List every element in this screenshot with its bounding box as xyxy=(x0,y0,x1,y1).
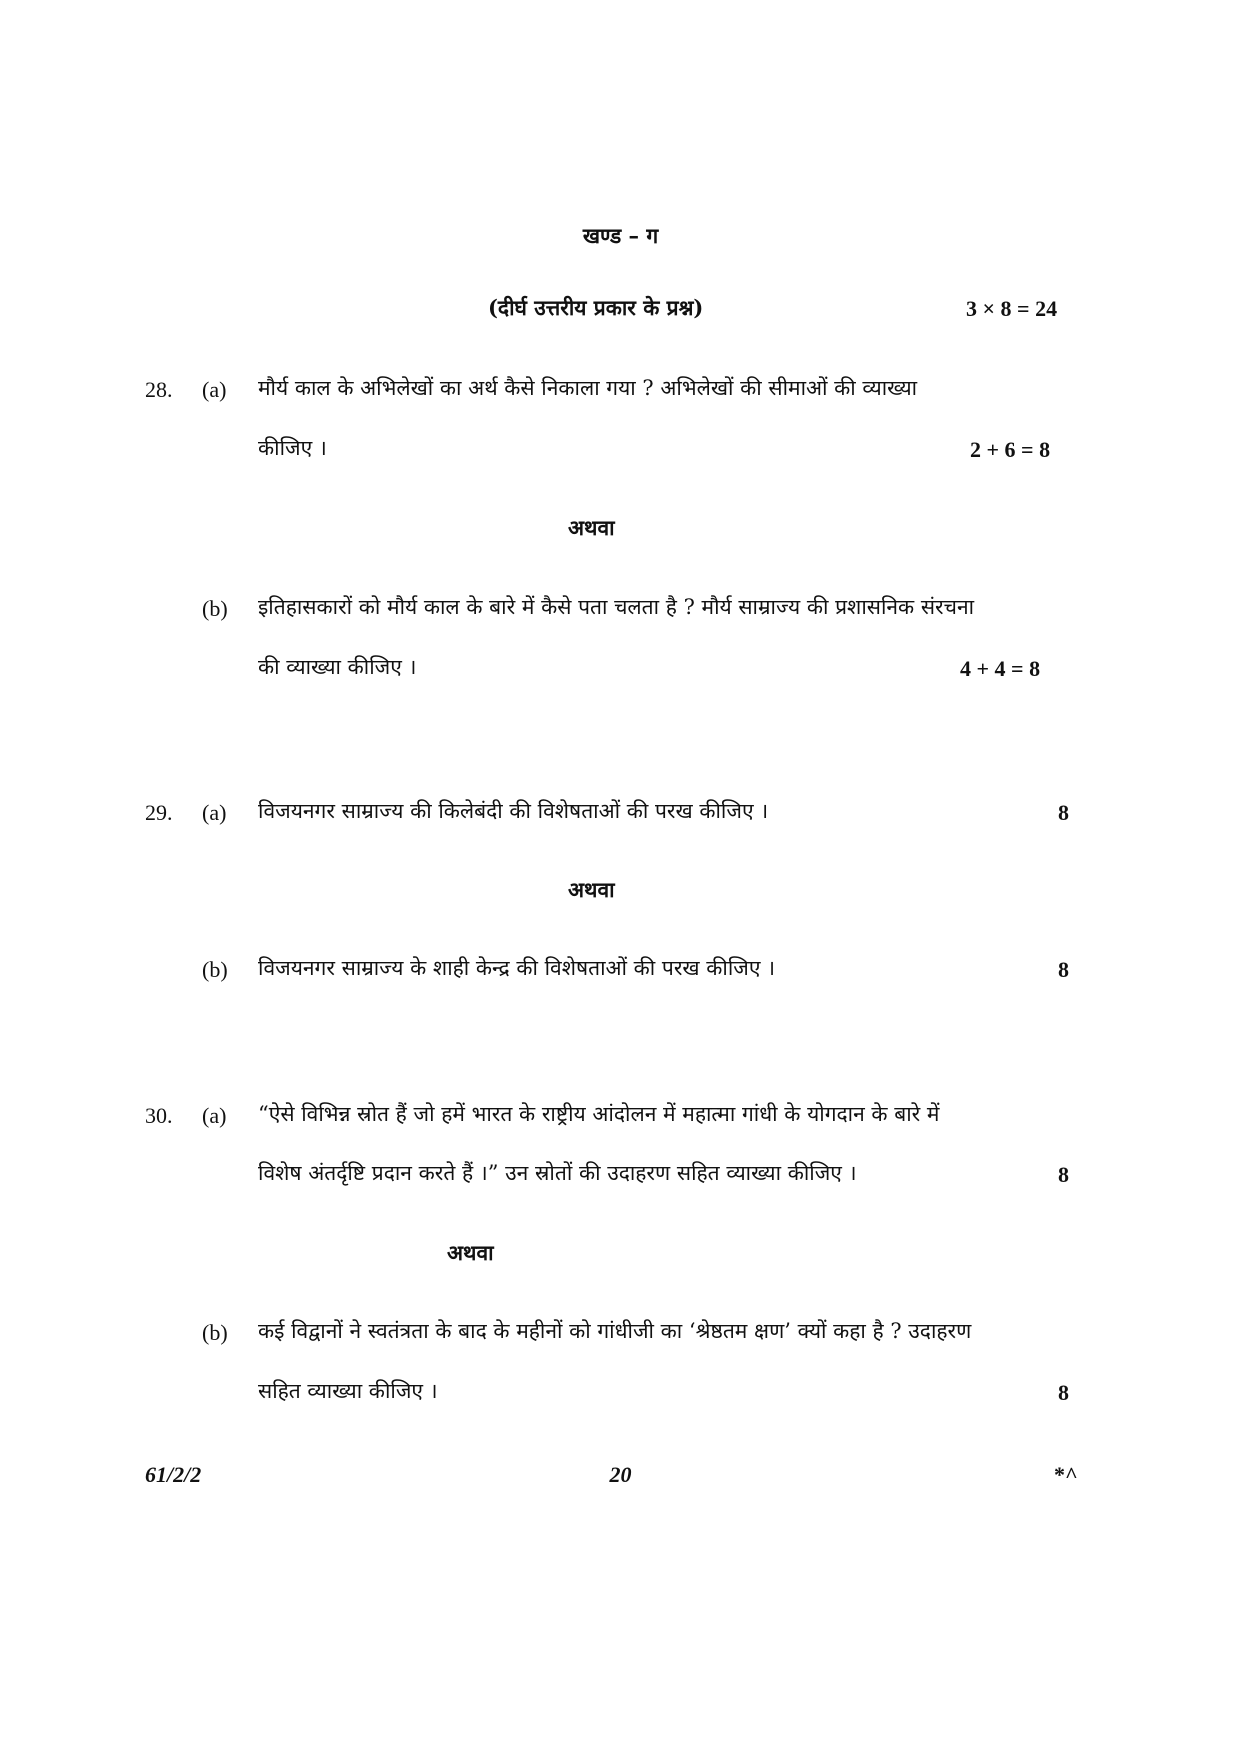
question-text-line: कई विद्वानों ने स्वतंत्रता के बाद के महीनों को गांधीजी का ‘श्रेष्ठतम क्षण’ क्यों कहा है ? उदाहरण xyxy=(258,1319,972,1343)
part-label: (a) xyxy=(202,377,227,402)
question-marks: 4 + 4 = 8 xyxy=(960,656,1041,681)
section-subtitle: (दीर्घ उत्तरीय प्रकार के प्रश्न) xyxy=(488,295,704,320)
question-text-line: मौर्य काल के अभिलेखों का अर्थ कैसे निकाला गया ? अभिलेखों की सीमाओं की व्याख्या xyxy=(258,376,918,400)
or-label: अथवा xyxy=(568,515,615,540)
question-marks: 8 xyxy=(1058,800,1069,825)
question-number: 30. xyxy=(145,1103,173,1128)
part-label: (b) xyxy=(202,957,228,982)
question-number: 29. xyxy=(145,800,173,825)
part-label: (b) xyxy=(202,596,228,621)
question-text-line: की व्याख्या कीजिए । xyxy=(258,655,417,679)
question-text-line: सहित व्याख्या कीजिए । xyxy=(258,1379,438,1403)
part-label: (a) xyxy=(202,1103,227,1128)
question-marks: 8 xyxy=(1058,1162,1069,1187)
question-marks: 2 + 6 = 8 xyxy=(970,437,1051,462)
section-title: खण्ड – ग xyxy=(582,223,659,248)
part-label: (a) xyxy=(202,800,227,825)
question-marks: 8 xyxy=(1058,957,1069,982)
part-label: (b) xyxy=(202,1320,228,1345)
question-text-line: “ऐसे विभिन्न स्रोत हैं जो हमें भारत के राष्ट्रीय आंदोलन में महात्मा गांधी के योगदान के बारे में xyxy=(258,1102,940,1126)
footer-mark: *^ xyxy=(1054,1462,1078,1487)
question-marks: 8 xyxy=(1058,1380,1069,1405)
question-text-line: कीजिए । xyxy=(258,436,327,460)
or-label: अथवा xyxy=(568,877,615,902)
question-number: 28. xyxy=(145,377,173,402)
question-text-line: विशेष अंतर्दृष्टि प्रदान करते हैं ।” उन स्रोतों की उदाहरण सहित व्याख्या कीजिए । xyxy=(258,1161,857,1185)
question-text-line: इतिहासकारों को मौर्य काल के बारे में कैसे पता चलता है ? मौर्य साम्राज्य की प्रशासनिक संरचना xyxy=(258,595,975,619)
question-text-line: विजयनगर साम्राज्य के शाही केन्द्र की विशेषताओं की परख कीजिए । xyxy=(258,956,776,980)
or-label: अथवा xyxy=(447,1240,494,1265)
paper-code: 61/2/2 xyxy=(145,1462,202,1487)
page-number: 20 xyxy=(609,1462,632,1487)
question-text-line: विजयनगर साम्राज्य की किलेबंदी की विशेषताओं की परख कीजिए । xyxy=(258,799,769,823)
section-marks: 3 × 8 = 24 xyxy=(966,296,1058,321)
